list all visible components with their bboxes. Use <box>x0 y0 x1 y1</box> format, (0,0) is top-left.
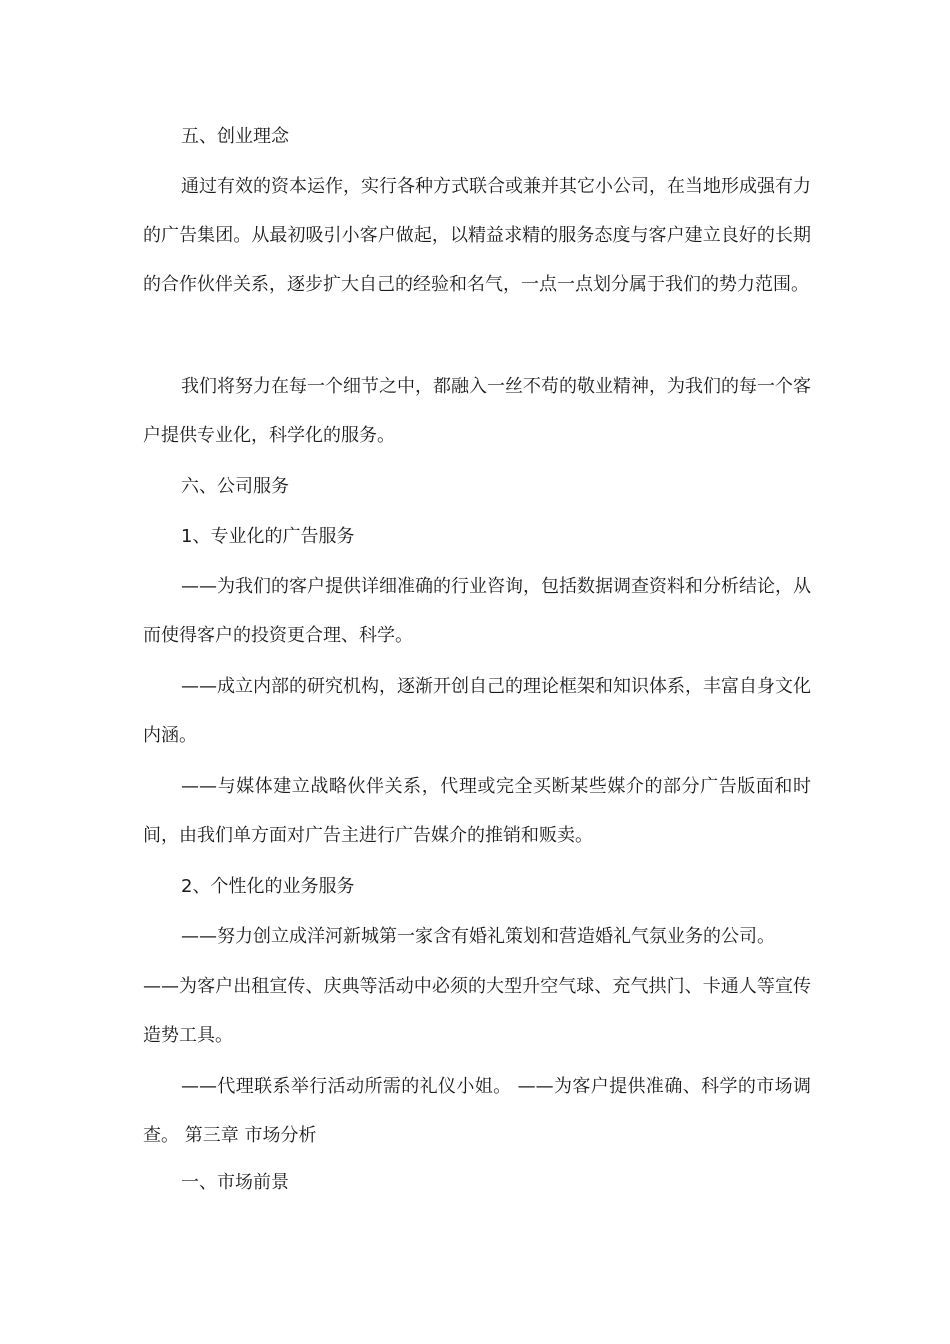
list-item: ——为我们的客户提供详细准确的行业咨询，包括数据调查资料和分析结论，从而使得客户的投资更合理、科学。 <box>143 576 811 646</box>
list-item: ——为客户出租宣传、庆典等活动中必须的大型升空气球、充气拱门、卡通人等宣传造势工具。 <box>143 976 811 1046</box>
section-heading-6: 六、公司服务 <box>181 476 289 497</box>
paragraph-philosophy-1: 通过有效的资本运作，实行各种方式联合或兼并其它小公司，在当地形成强有力的广告集团。从最初吸引小客户做起，以精益求精的服务态度与客户建立良好的长期的合作伙伴关系，逐步扩大自己的经验和名气，一点一点划分属于我们的势力范围。 <box>143 176 811 295</box>
list-item: ——努力创立成洋河新城第一家含有婚礼策划和营造婚礼气氛业务的公司。 <box>181 926 775 947</box>
list-item: ——成立内部的研究机构，逐渐开创自己的理论框架和知识体系，丰富自身文化内涵。 <box>143 676 811 746</box>
subheading-1: 1、专业化的广告服务 <box>181 526 355 547</box>
subheading-2: 2、个性化的业务服务 <box>181 876 355 897</box>
paragraph-philosophy-2: 我们将努力在每一个细节之中，都融入一丝不苟的敬业精神，为我们的每一个客户提供专业化，科学化的服务。 <box>143 376 811 446</box>
section-heading-market: 一、市场前景 <box>181 1172 289 1193</box>
list-item: ——与媒体建立战略伙伴关系，代理或完全买断某些媒介的部分广告版面和时间，由我们单方面对广告主进行广告媒介的推销和贩卖。 <box>143 776 811 846</box>
list-item: ——代理联系举行活动所需的礼仪小姐。 ——为客户提供准确、科学的市场调查。 第三章 市场分析 <box>143 1076 811 1146</box>
section-heading-5: 五、创业理念 <box>181 126 289 147</box>
